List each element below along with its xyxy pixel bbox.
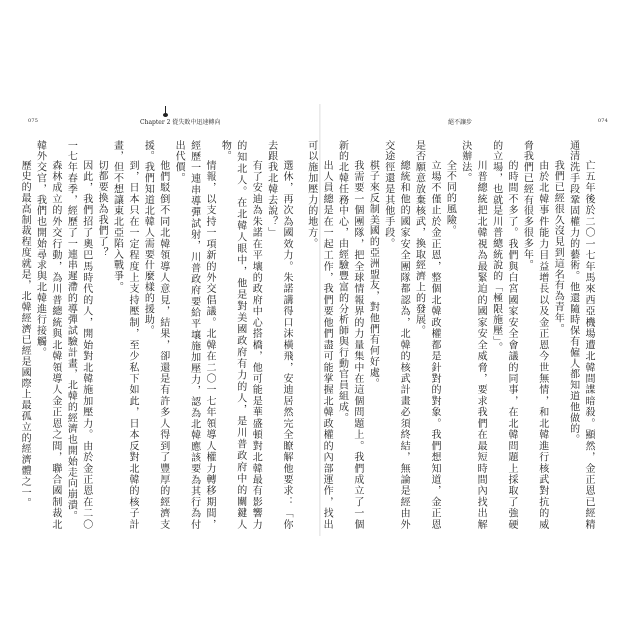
right-running-head: 絕不讓步: [448, 119, 473, 126]
paragraph: 川普總統把北韓視為最緊迫的國家安全威脅，要求我們在最短時間內找出解決辦法。: [459, 140, 487, 530]
bookmark-icon: [165, 106, 166, 114]
left-body-text: [19, 140, 294, 530]
paragraph: 立場不僅止於金正恩，整個北韓政權都是針對的對象。我們想知道，金正恩是否願意放棄核武，換取經濟上的發展。: [413, 140, 440, 530]
paragraph: 我們已經很久沒見到這名有為青年。: [552, 160, 564, 335]
right-body-text: [305, 140, 596, 530]
paragraph: 切都要換為我們了？: [96, 160, 108, 259]
paragraph: 的時間不多了。我們與白宮國家安全會議的同事，在北韓問題上採取了強硬的立場，也就是川普總統說的「極限施壓」。: [490, 140, 517, 530]
paragraph: 棋子來反制美國的亞洲盟友，對他們有何好處。: [367, 160, 379, 389]
left-page: [18, 104, 318, 536]
book-spread: [18, 104, 622, 536]
left-page-number: 075: [28, 118, 39, 124]
paragraph: 由於北韓事件能力目益增長以及金正恩今世無情，和北韓進行核武對抗的威脅我們已經有很多很多年。: [521, 140, 548, 530]
paragraph: 全不同的風險。: [444, 160, 456, 237]
paragraph: 總統和他的國家安全團隊都認為，北韓的核武計畫必須終結，無論是經由外交途徑還是其他手段。: [382, 140, 410, 530]
paragraph: 因此，我們招了奧巴馬時代的人，開始對北韓施加壓力。由於金正恩在二〇一七年春季，經歷了一連串遲滯的導彈試驗計畫，北韓的經濟也開始走向崩潰。: [65, 140, 92, 530]
paragraph: 我需要一個團隊，把全球情報界的力量集中在這個問題上。我們成立了一個新的北韓任務中心，由經驗豐富的分析師與行動官員組成。: [336, 140, 363, 530]
right-page-number: 074: [597, 118, 608, 124]
paragraph: 他們駁倒不同北韓領導人意見，結果，卻還是有許多人得到了豐厚的經濟支援。我們知道北韓人需要什麼樣的援助。: [142, 140, 169, 530]
paragraph: 出人員總是在一起工作，我們要他們盡可能掌握北韓政權的內部運作，找出可以施加壓力的地方。: [305, 140, 333, 530]
paragraph: 到，日本只在一定程度上支持壓制，至少私下如此，日本反對北韓的核子計畫，但不想讓東北亞陷入戰爭。: [111, 140, 138, 530]
paragraph: 選休，再次為國效力。朱諾講得口沫橫飛，安迪居然完全瞭解他要求：「你去跟我北韓去說？」: [265, 140, 292, 530]
paragraph: 有了安迪為朱諾在平壤的政府中心搭橋，他可能是華盛頓對北韓最有影響力的知北人。在北韓人眼中，他是對美國政府有力的人，是川普政府中的關鍵人物。: [219, 140, 262, 530]
paragraph: 情報，以支持一項新的外交倡議。北韓在二〇一七年領導人權力轉移期間，經歷一連串導彈試射，川普政府要給平壤施加壓力，認為北韓應該要為其行為付出代價。: [173, 140, 215, 530]
paragraph: 歷史的最高制裁程度就是，北韓經濟已經是國際上最孤立的經濟體之一。: [19, 160, 31, 509]
paragraph: 森林成立的外交行動，為川普總統與北韓領導人金正恩之間，聯合國制裁北韓外交官，我們也開始尋求與北韓進行接觸。: [34, 140, 61, 530]
paragraph: 亡五年後於二〇一七年馬來西亞機場遭北韓間諜暗殺。顯然，金正恩已經精通清洗手段鞏固權力的藝術。他還隨時保有僱人都知道他做的。: [567, 140, 594, 530]
right-page: [305, 104, 622, 536]
left-running-head: Chapter 2 從失敗中迅速轉向: [140, 119, 221, 126]
